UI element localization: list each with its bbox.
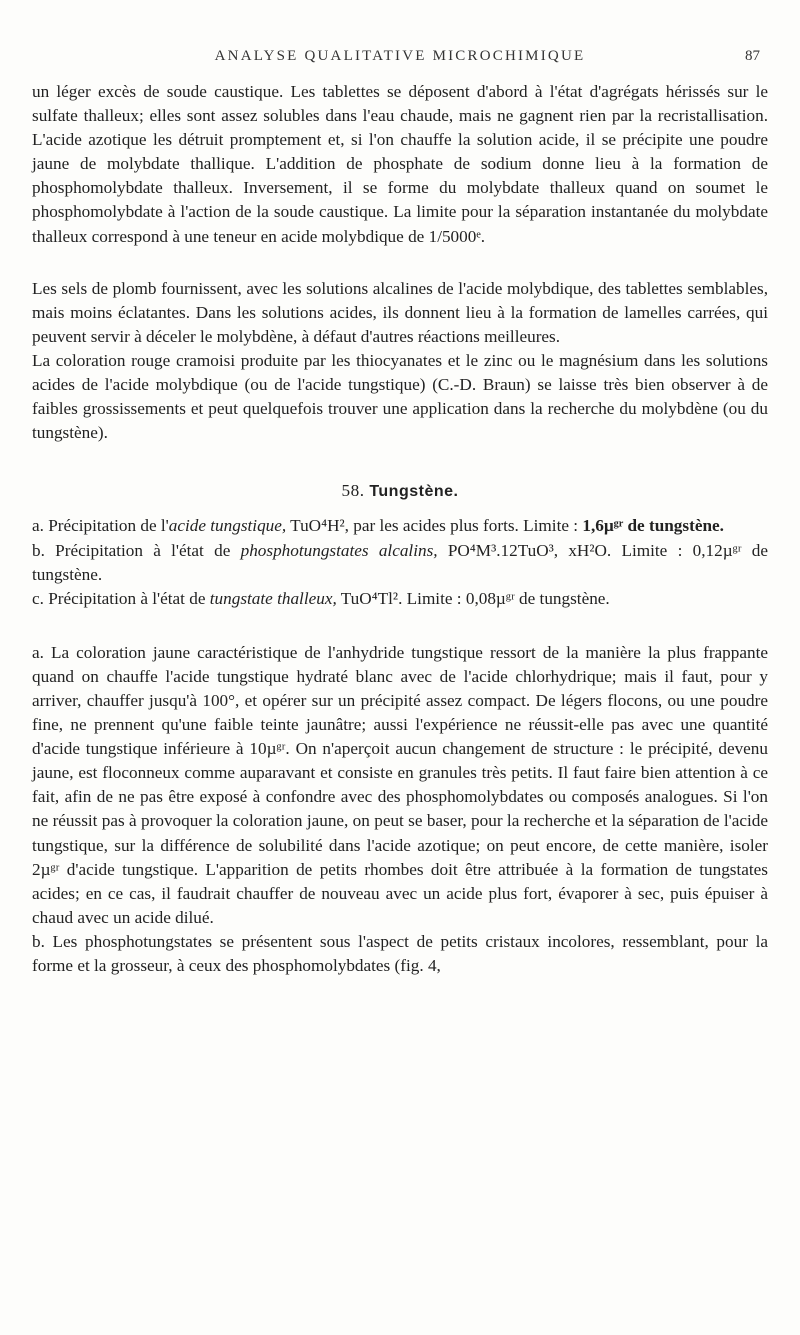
list-item-a-formula: TuO⁴H², par les acides plus forts. Limite : [286,516,583,536]
section-number: 58. [341,481,365,501]
list-item-a-limit: 1,6µᵍʳ de tungstène. [582,516,724,536]
running-title: ANALYSE QUALITATIVE MICROCHIMIQUE [214,48,586,64]
list-item-b-prefix: b. Précipitation à l'état de [32,540,241,560]
list-item-a-prefix: a. Précipitation de l' [32,516,169,536]
list-item-b [32,539,768,587]
paragraph-a-yellow-coloration: a. La coloration jaune caractéristique de l'anhydride tungstique ressort de la manière la plus frappante quand on chauffe l'acide tungstique hydraté blanc avec de l'acide chlorhydrique; mais il faut, pour y arriver, chauffer jusqu'à 100°, et opérer sur un précipité assez compact. De légers flocons, ou une poudre fine, ne prennent qu'une faible teinte jaunâtre; aussi l'expérience ne réussit-elle pas avec une quantité d'acide tungstique inférieure à 10µᵍʳ. On n'aperçoit aucun changement de structure : le précipité, devenu jaune, est floconneux comme auparavant et consiste en granules très petits. Il faut faire bien attention à ce fait, afin de ne pas être exposé à confondre avec des phosphomolybdates ou composés analogues. Si l'on ne réussit pas à provoquer la coloration jaune, on peut se baser, pour la recherche et la séparation de l'acide tungstique, sur la différence de solubilité dans l'acide azotique; on peut encore, de cette manière, isoler 2µᵍʳ d'acide tungstique. L'apparition de petits rhombes doit être attribuée à la formation de tungstates acides; en ce cas, il faudrait chauffer de nouveau avec un acide plus fort, évaporer à sec, puis épuiser à chaud avec un acide dilué. [32,642,768,927]
list-item-c-prefix: c. Précipitation à l'état de [32,588,210,608]
section-name: Tungstène. [369,483,459,501]
paragraph-b-phosphotungstates: b. Les phosphotungstates se présentent sous l'aspect de petits cristaux incolores, ressemblant, pour la forme et la grosseur, à ceux des phosphomolybdates (fig. 4, [32,931,768,975]
paragraph-thallium-molybdate: un léger excès de soude caustique. Les tablettes se déposent d'abord à l'état d'agrégats hérissés sur le sulfate thalleux; elles sont assez solubles dans l'eau chaude, mais ne gagnent rien par la recristallisation. L'acide azotique les détruit promptement et, si l'on chauffe la solution acide, il se précipite une poudre jaune de molybdate thallique. L'addition de phosphate de sodium donne lieu à la formation de phosphomolybdate thalleux. Inversement, il se forme du molybdate thalleux quand on soumet le phosphomolybdate à l'action de la soude caustique. La limite pour la séparation instantanée du molybdate thalleux correspond à une teneur en acide molybdique de 1/5000ᵉ. [32,82,768,246]
list-item-b-formula: PO⁴M³.12TuO³, xH²O. Limite : 0,12µᵍʳ de tungstène. [32,540,768,584]
page-number: 87 [745,48,760,64]
body-text [32,80,768,978]
list-item-c [32,587,768,611]
section-heading [32,479,768,504]
paragraph-lead-salts: Les sels de plomb fournissent, avec les solutions alcalines de l'acide molybdique, des tablettes semblables, mais moins éclatantes. Dans les solutions acides, ils donnent lieu à la formation de lamelles carrées, qui peuvent servir à déceler le molybdène, à défaut d'autres réactions meilleures. [32,278,768,346]
list-item-c-compound: tungstate thalleux, [209,588,337,608]
list-item-a [32,514,768,538]
paragraph-thiocyanate-coloration: La coloration rouge cramoisi produite par les thiocyanates et le zinc ou le magnésium dans les solutions acides de l'acide molybdique (ou de l'acide tungstique) (C.-D. Braun) se laisse très bien observer à de faibles grossissements et peut quelquefois trouver une application dans la recherche du molybdène (ou du tungstène). [32,350,768,443]
list-item-a-compound: acide tungstique, [168,516,287,536]
list-item-c-formula: TuO⁴Tl². Limite : 0,08µᵍʳ de tungstène. [336,588,610,608]
list-item-b-compound: phosphotungstates alcalins, [240,540,438,560]
running-head [0,48,800,70]
